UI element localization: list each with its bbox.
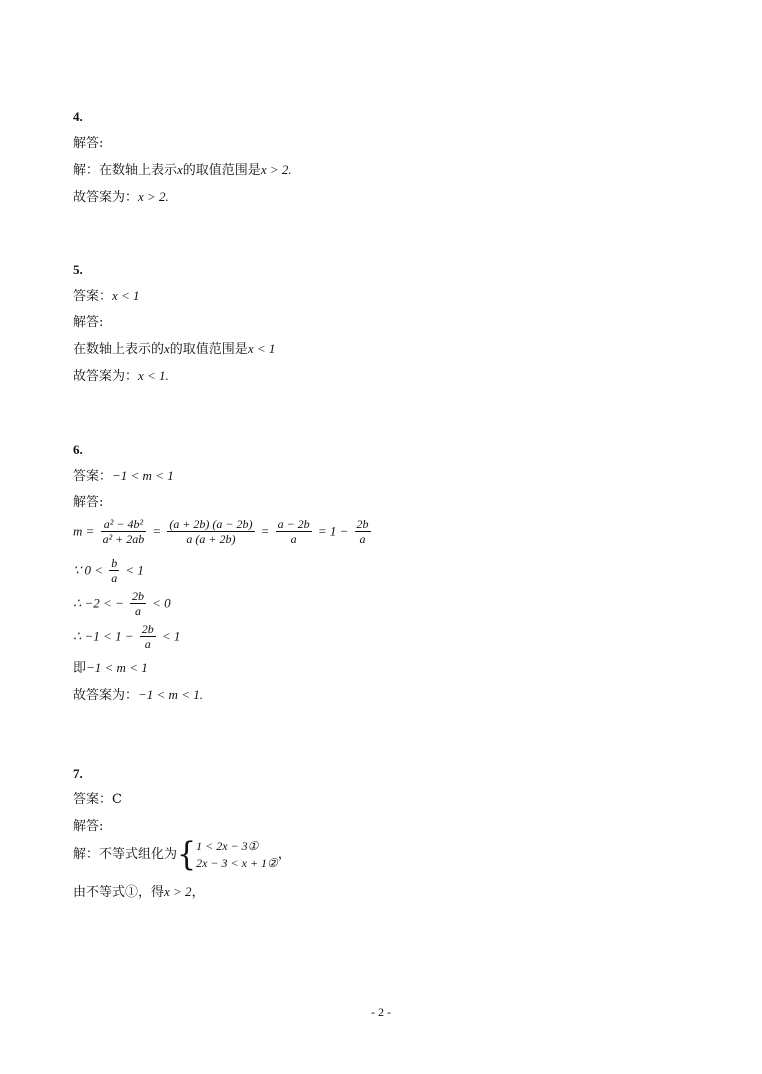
page-number: - 2 - <box>371 1005 391 1019</box>
q6-f2-denominator: a (a + 2b) <box>167 531 254 546</box>
q6-equation <box>73 518 373 546</box>
q7-sys-suffix: ， <box>277 847 291 862</box>
q7-last-suffix: ， <box>191 885 205 900</box>
q5-line1-mid: 的取值范围是 <box>169 342 248 357</box>
q7-answer-prefix: 答案： <box>73 792 113 807</box>
q6-final-math: −1 < m < 1. <box>138 687 203 702</box>
q6-f2-numerator: (a + 2b) (a − 2b) <box>169 517 253 531</box>
q4-line2-prefix: 故答案为： <box>73 190 139 205</box>
q6-s1-fraction <box>109 557 119 585</box>
q6-s4-math: −1 < m < 1 <box>86 660 148 675</box>
q7-answer <box>73 792 122 808</box>
q6-answer-prefix: 答案： <box>73 469 113 484</box>
q6-final <box>73 687 203 704</box>
q4-line2-math: x > 2. <box>138 189 169 204</box>
q6-s2-fraction <box>130 590 146 618</box>
q7-jieda: 解答: <box>73 819 104 834</box>
q4-line1-var: x <box>177 162 183 177</box>
q6-eq-tail: = 1 − <box>317 523 349 539</box>
q6-f1-denominator: a² + 2ab <box>102 532 145 546</box>
q5-line1 <box>73 341 275 358</box>
q4-line1 <box>73 162 292 179</box>
q6-f4-numerator: 2b <box>356 517 369 531</box>
q4-line1-math: x > 2. <box>260 162 292 177</box>
q7-sys-row-1: 1 < 2x − 3① <box>196 839 259 853</box>
q6-number: 6. <box>73 442 83 457</box>
q5-line1-prefix: 在数轴上表示的 <box>73 342 165 357</box>
q5-line2-prefix: 故答案为： <box>73 369 139 384</box>
q6-f3-denominator: a <box>276 531 312 546</box>
q6-answer <box>73 468 174 485</box>
q6-s1-post: < 1 <box>125 562 144 578</box>
q5-line1-var: x <box>164 341 170 356</box>
q7-last-math: x > 2 <box>164 884 192 899</box>
q5-answer <box>73 288 140 305</box>
q7-answer-value: C <box>112 792 122 807</box>
q7-last-line <box>73 884 205 901</box>
q6-eq-sign-1: = <box>152 523 162 539</box>
q6-s2-denominator: a <box>130 603 146 618</box>
q4-number: 4. <box>73 109 83 124</box>
q7-number: 7. <box>73 766 83 781</box>
q6-eq-lhs: m = <box>73 523 95 539</box>
q6-fraction-2 <box>167 518 254 546</box>
q6-step-3 <box>73 623 180 651</box>
q6-fraction-1 <box>101 518 147 546</box>
q5-line2 <box>73 368 169 385</box>
q5-line2-math: x < 1. <box>138 368 169 383</box>
q5-number: 5. <box>73 262 83 277</box>
q4-line1-mid: 的取值范围是 <box>182 163 261 178</box>
q6-final-prefix: 故答案为： <box>73 688 139 703</box>
q7-sys-row-2: 2x − 3 < x + 1② <box>196 856 278 870</box>
q5-answer-prefix: 答案： <box>73 289 113 304</box>
q6-s3-numerator: 2b <box>141 622 154 636</box>
q6-s1-pre: ∵ 0 < <box>73 562 104 578</box>
q6-answer-math: −1 < m < 1 <box>112 468 174 483</box>
q6-eq-sign-2: = <box>260 523 270 539</box>
q5-jieda: 解答: <box>73 315 104 330</box>
q6-step-1 <box>73 557 144 585</box>
q6-f4-denominator: a <box>355 531 371 546</box>
q6-s2-pre: ∴ −2 < − <box>73 595 124 611</box>
q5-answer-math: x < 1 <box>112 288 140 303</box>
q6-f3-numerator: a − 2b <box>277 517 310 531</box>
q7-sys-prefix: 解：不等式组化为 <box>73 847 178 862</box>
q6-step-4 <box>73 660 148 677</box>
q5-line1-math: x < 1 <box>247 341 276 356</box>
q7-system-rows <box>196 838 278 872</box>
q6-s3-pre: ∴ −1 < 1 − <box>73 628 134 644</box>
q4-jieda: 解答: <box>73 136 104 151</box>
q6-s1-numerator: b <box>111 556 118 570</box>
q4-line1-prefix: 解：在数轴上表示 <box>73 163 178 178</box>
q7-system <box>73 835 291 874</box>
q6-s3-post: < 1 <box>161 628 181 644</box>
q6-fraction-3 <box>276 518 312 546</box>
q6-s2-post: < 0 <box>152 595 171 611</box>
q6-s1-denominator: a <box>111 571 118 585</box>
q6-s3-denominator: a <box>140 636 156 651</box>
q6-jieda: 解答: <box>73 495 104 510</box>
left-brace-icon: { <box>177 835 197 874</box>
q4-line2 <box>73 189 169 206</box>
q6-fraction-4 <box>355 518 371 546</box>
q6-s2-numerator: 2b <box>131 589 144 603</box>
q6-f1-numerator: a² − 4b² <box>103 517 144 531</box>
q6-step-2 <box>73 590 171 618</box>
q6-s4-prefix: 即 <box>73 661 87 676</box>
q7-last-prefix: 由不等式①，得 <box>73 885 165 900</box>
q6-s3-fraction <box>140 623 156 651</box>
